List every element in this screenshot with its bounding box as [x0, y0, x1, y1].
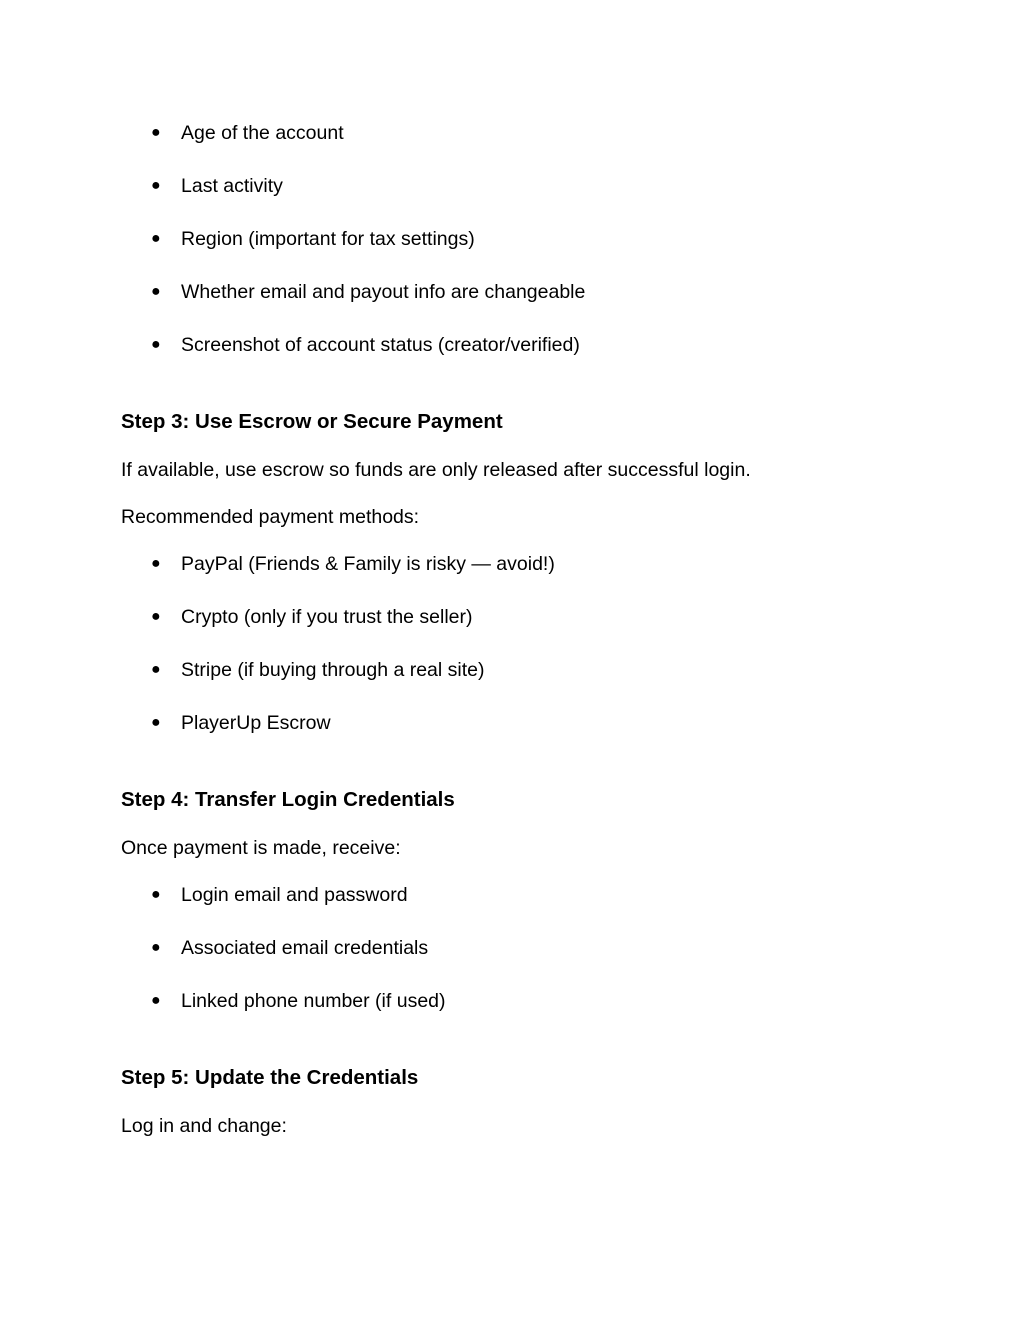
list-item-text: PlayerUp Escrow	[181, 712, 331, 734]
bullet-list	[121, 121, 904, 357]
bullet-icon: ●	[151, 336, 161, 353]
step4-paragraph: Once payment is made, receive:	[121, 837, 401, 859]
list-item-text: Stripe (if buying through a real site)	[181, 659, 485, 681]
list-item	[121, 552, 904, 605]
step3-paragraph-escrow: If available, use escrow so funds are only released after successful login.	[121, 459, 751, 481]
list-item-text: Associated email credentials	[181, 937, 429, 959]
credentials-list	[121, 883, 904, 1013]
list-item-text: Login email and password	[181, 884, 408, 906]
step3-heading: Step 3: Use Escrow or Secure Payment	[121, 410, 503, 433]
list-item-text: Screenshot of account status (creator/verified)	[181, 334, 580, 356]
list-item-text: Last activity	[181, 175, 283, 197]
step5-paragraph: Log in and change:	[121, 1115, 287, 1137]
bullet-icon: ●	[151, 661, 161, 678]
bullet-icon: ●	[151, 714, 161, 731]
bullet-icon: ●	[151, 283, 161, 300]
list-item	[121, 936, 904, 989]
list-item	[121, 174, 904, 227]
list-item-text: Region (important for tax settings)	[181, 228, 475, 250]
bullet-icon: ●	[151, 230, 161, 247]
bullet-list	[121, 552, 904, 735]
list-item	[121, 333, 904, 357]
step3-paragraph-methods: Recommended payment methods:	[121, 506, 420, 528]
step4-heading: Step 4: Transfer Login Credentials	[121, 788, 455, 811]
list-item-text: Whether email and payout info are changeable	[181, 281, 586, 303]
payment-methods-list	[121, 552, 904, 735]
list-item-text: Linked phone number (if used)	[181, 990, 446, 1012]
list-item	[121, 605, 904, 658]
step5-heading: Step 5: Update the Credentials	[121, 1066, 419, 1089]
list-item	[121, 280, 904, 333]
list-item	[121, 883, 904, 936]
list-item	[121, 227, 904, 280]
bullet-icon: ●	[151, 939, 161, 956]
list-item-text: PayPal (Friends & Family is risky — avoid!)	[181, 553, 555, 575]
bullet-icon: ●	[151, 555, 161, 572]
list-item-text: Crypto (only if you trust the seller)	[181, 606, 473, 628]
list-item-text: Age of the account	[181, 122, 344, 144]
list-item	[121, 989, 904, 1013]
bullet-icon: ●	[151, 608, 161, 625]
bullet-icon: ●	[151, 886, 161, 903]
list-item	[121, 658, 904, 711]
bullet-icon: ●	[151, 992, 161, 1009]
bullet-list	[121, 883, 904, 1013]
account-details-list	[121, 121, 904, 357]
list-item	[121, 711, 904, 735]
bullet-icon: ●	[151, 124, 161, 141]
list-item	[121, 121, 904, 174]
bullet-icon: ●	[151, 177, 161, 194]
